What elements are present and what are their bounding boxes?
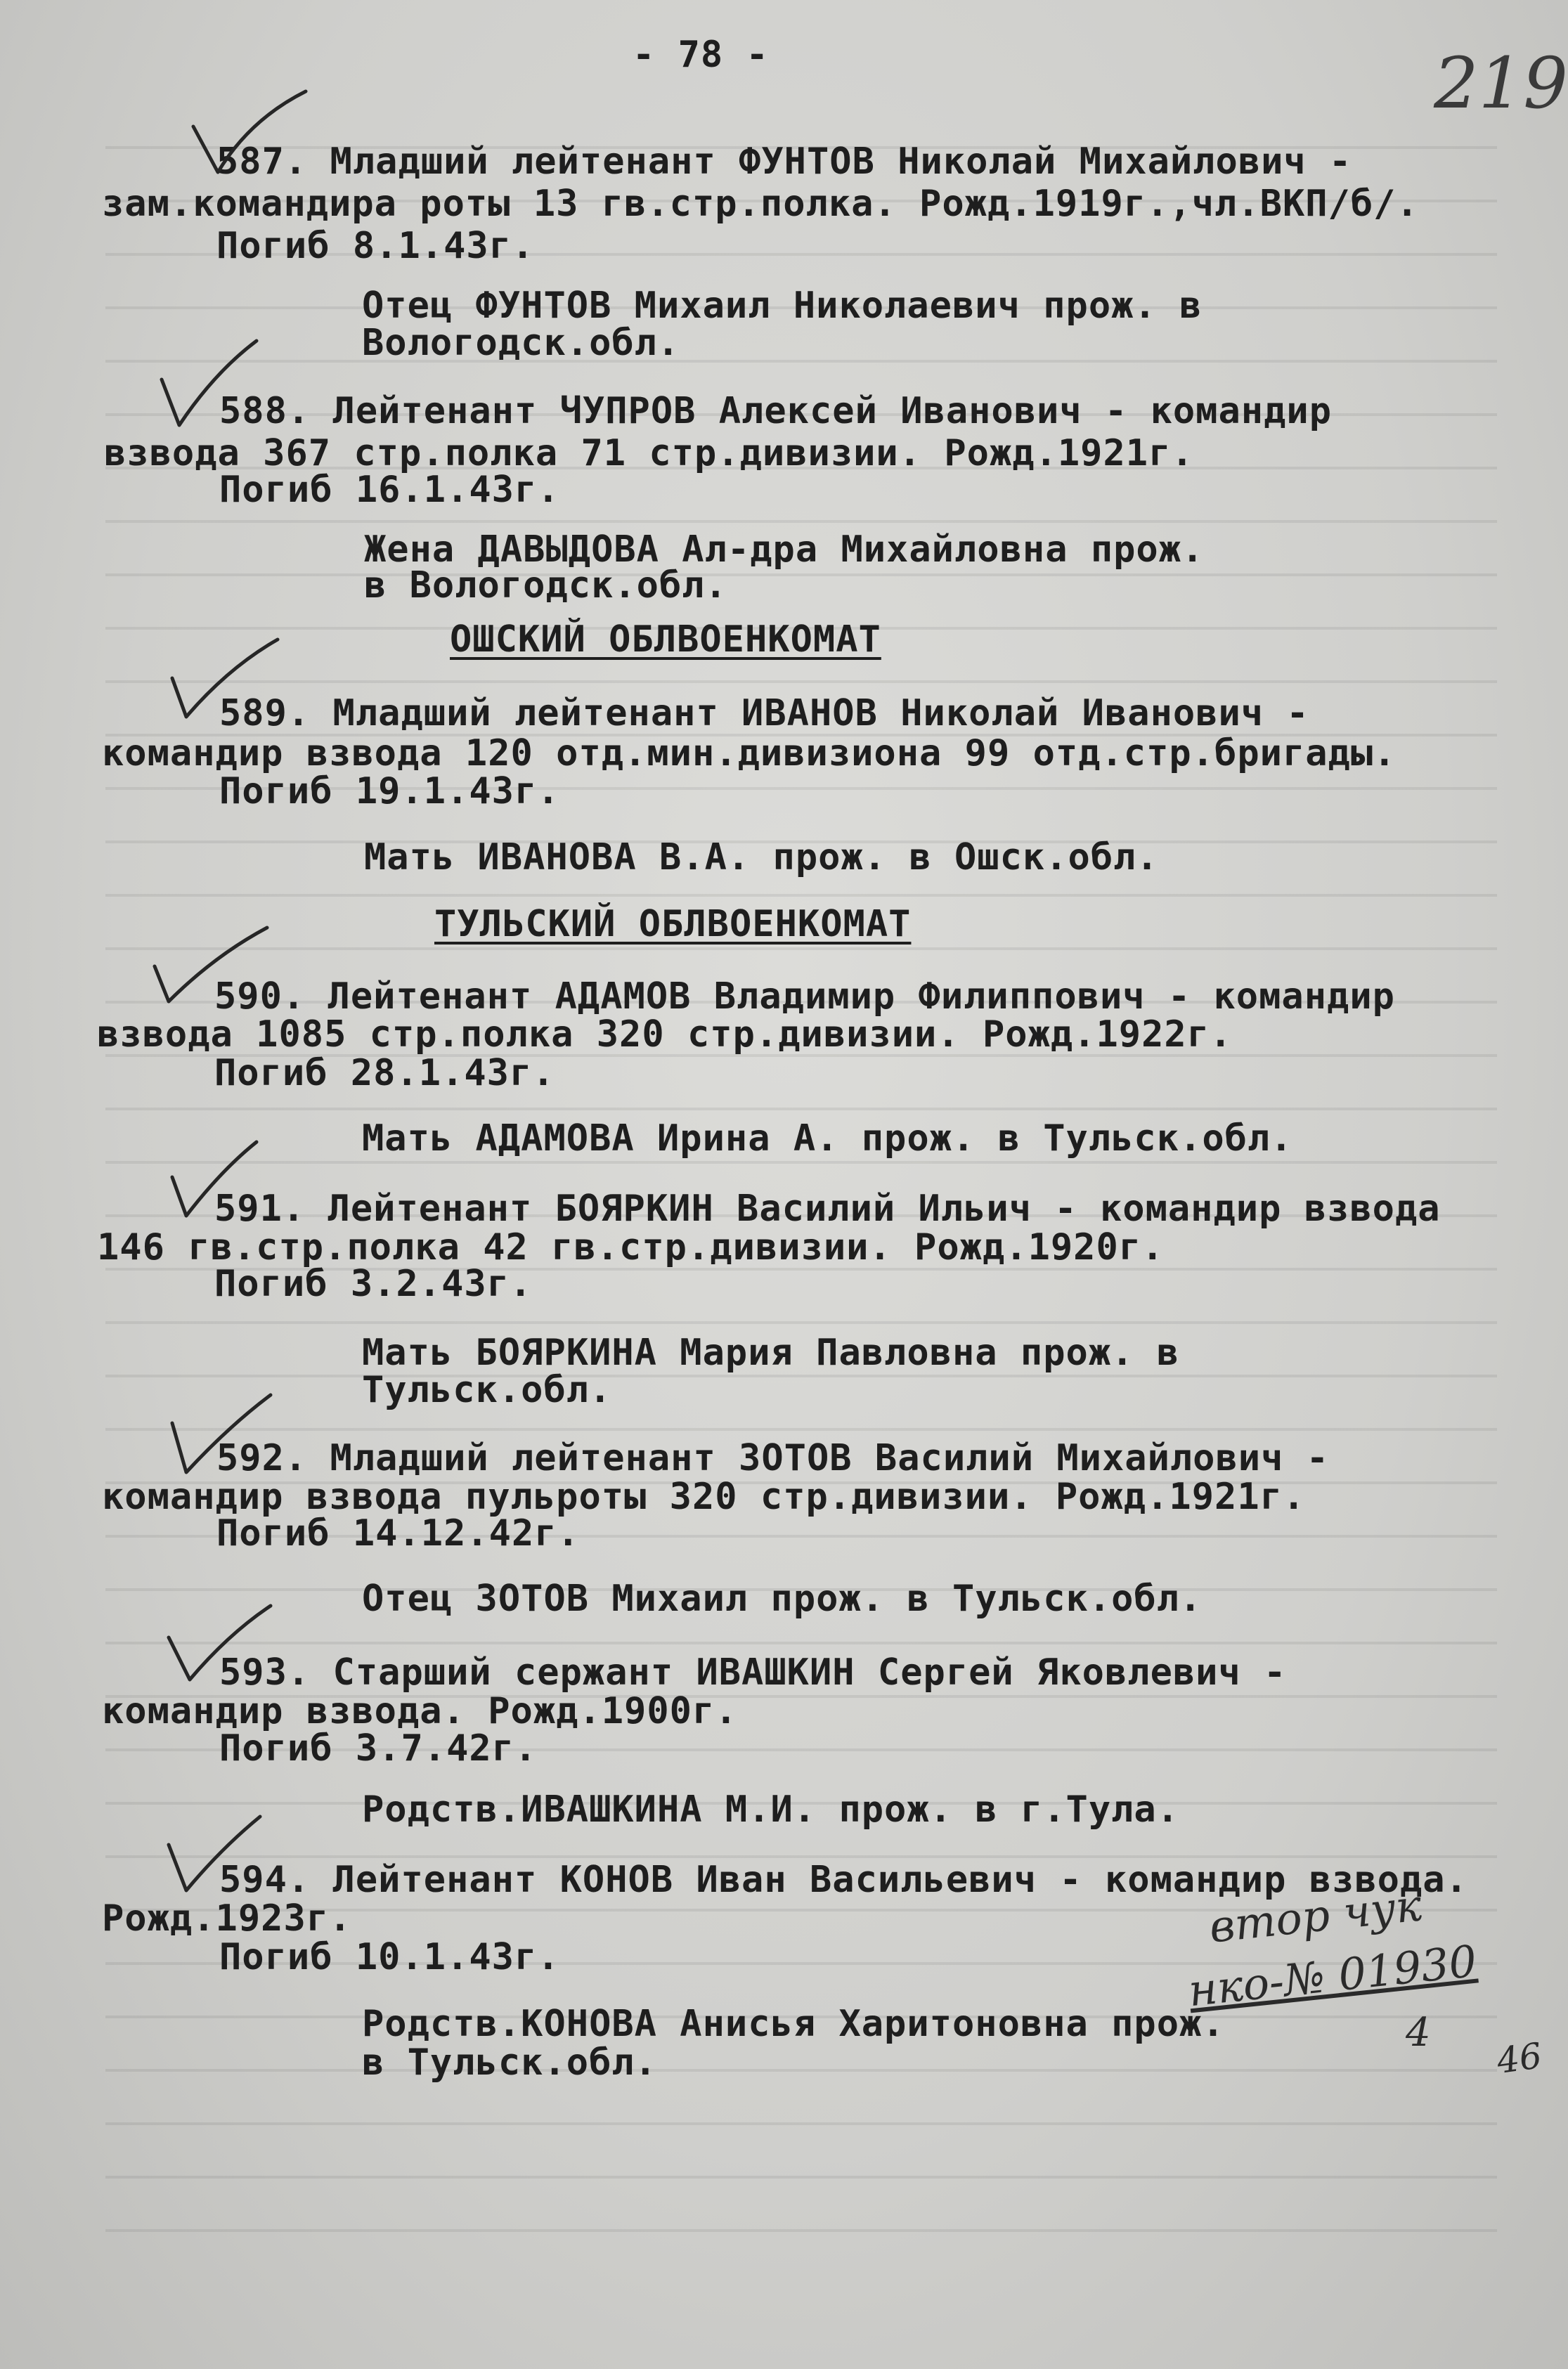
check-mark-icon [179, 84, 320, 190]
entry-588-line-3: Погиб 16.1.43г. [219, 469, 560, 511]
entry-587-line-2: зам.командира роты 13 гв.стр.полка. Рожд.1919г.,чл.ВКП/б/. [102, 183, 1419, 225]
entry-592-line-1: 592. Младший лейтенант ЗОТОВ Василий Михайлович - [216, 1437, 1330, 1479]
check-mark-icon [151, 337, 292, 443]
check-mark-icon [158, 629, 299, 734]
entry-591-line-3: Погиб 3.2.43г. [214, 1263, 533, 1305]
handwritten-note-line-2: нко-№ 01930 [1186, 1935, 1479, 2017]
entry-591-relative-1: Мать БОЯРКИНА Мария Павловна прож. в [362, 1332, 1180, 1374]
entry-587-line-3: Погиб 8.1.43г. [216, 225, 535, 267]
entry-593-relative-1: Родств.ИВАШКИНА М.И. прож. в г.Тула. [362, 1789, 1180, 1831]
check-mark-icon [144, 914, 285, 1019]
entry-592-relative-1: Отец ЗОТОВ Михаил прож. в Тульск.обл. [362, 1578, 1203, 1620]
handwritten-note-line-4: 46 [1494, 2034, 1545, 2082]
archive-number: 219 [1434, 42, 1568, 124]
entry-593-line-3: Погиб 3.7.42г. [219, 1727, 538, 1770]
entry-590-line-2: взвода 1085 стр.полка 320 стр.дивизии. Рожд.1922г. [97, 1013, 1233, 1056]
entry-594-line-2: Рожд.1923г. [102, 1897, 352, 1940]
entry-592-line-2: командир взвода пульроты 320 стр.дивизии. Рожд.1921г. [102, 1476, 1306, 1518]
entry-588-relative-1: Жена ДАВЫДОВА Ал-дра Михайловна прож. [364, 528, 1205, 571]
entry-594-line-1: 594. Лейтенант КОНОВ Иван Васильевич - командир взвода. [219, 1859, 1468, 1901]
section-header-tula: ТУЛЬСКИЙ ОБЛВОЕНКОМАТ [434, 903, 912, 945]
entry-589-line-3: Погиб 19.1.43г. [219, 770, 560, 812]
entry-594-line-3: Погиб 10.1.43г. [219, 1936, 560, 1978]
entry-591-relative-2: Тульск.обл. [362, 1369, 612, 1411]
entry-592-line-3: Погиб 14.12.42г. [216, 1512, 580, 1555]
section-header-omsk: ОШСКИЙ ОБЛВОЕНКОМАТ [450, 618, 881, 661]
entry-593-line-2: командир взвода. Рожд.1900г. [102, 1690, 738, 1732]
entry-591-line-2: 146 гв.стр.полка 42 гв.стр.дивизии. Рожд.1920г. [97, 1226, 1165, 1268]
entry-593-line-1: 593. Старший сержант ИВАШКИН Сергей Яковлевич - [219, 1651, 1287, 1694]
check-mark-icon [158, 1128, 299, 1233]
entry-590-relative-1: Мать АДАМОВА Ирина А. прож. в Тульск.обл. [362, 1117, 1293, 1160]
entry-590-line-3: Погиб 28.1.43г. [214, 1052, 555, 1094]
entry-587-relative-2: Вологодск.обл. [362, 322, 680, 364]
page-number: - 78 - [633, 34, 769, 76]
handwritten-note-line-1: втор чук [1207, 1879, 1425, 1953]
handwritten-note-line-3: 4 [1406, 2010, 1431, 2056]
entry-588-relative-2: в Вологодск.обл. [364, 564, 727, 606]
entry-591-line-1: 591. Лейтенант БОЯРКИН Василий Ильич - командир взвода [214, 1188, 1441, 1230]
entry-588-line-2: взвода 367 стр.полка 71 стр.дивизии. Рожд.1921г. [104, 432, 1194, 474]
entry-589-line-1: 589. Младший лейтенант ИВАНОВ Николай Иванович - [219, 692, 1309, 734]
check-mark-icon [158, 1592, 299, 1697]
entry-589-line-2: командир взвода 120 отд.мин.дивизиона 99 отд.стр.бригады. [102, 732, 1397, 774]
entry-587-line-1: 587. Младший лейтенант ФУНТОВ Николай Михайлович - [216, 141, 1352, 183]
check-mark-icon [158, 1806, 299, 1912]
entry-590-line-1: 590. Лейтенант АДАМОВ Владимир Филиппович - командир [214, 975, 1395, 1018]
entry-587-relative-1: Отец ФУНТОВ Михаил Николаевич прож. в [362, 285, 1203, 327]
entry-588-line-1: 588. Лейтенант ЧУПРОВ Алексей Иванович - командир [219, 390, 1333, 432]
entry-589-relative-1: Мать ИВАНОВА В.А. прож. в Ошск.обл. [364, 836, 1159, 878]
check-mark-icon [158, 1384, 299, 1490]
entry-594-relative-1: Родств.КОНОВА Анисья Харитоновна прож. [362, 2003, 1225, 2045]
entry-594-relative-2: в Тульск.обл. [362, 2042, 657, 2084]
